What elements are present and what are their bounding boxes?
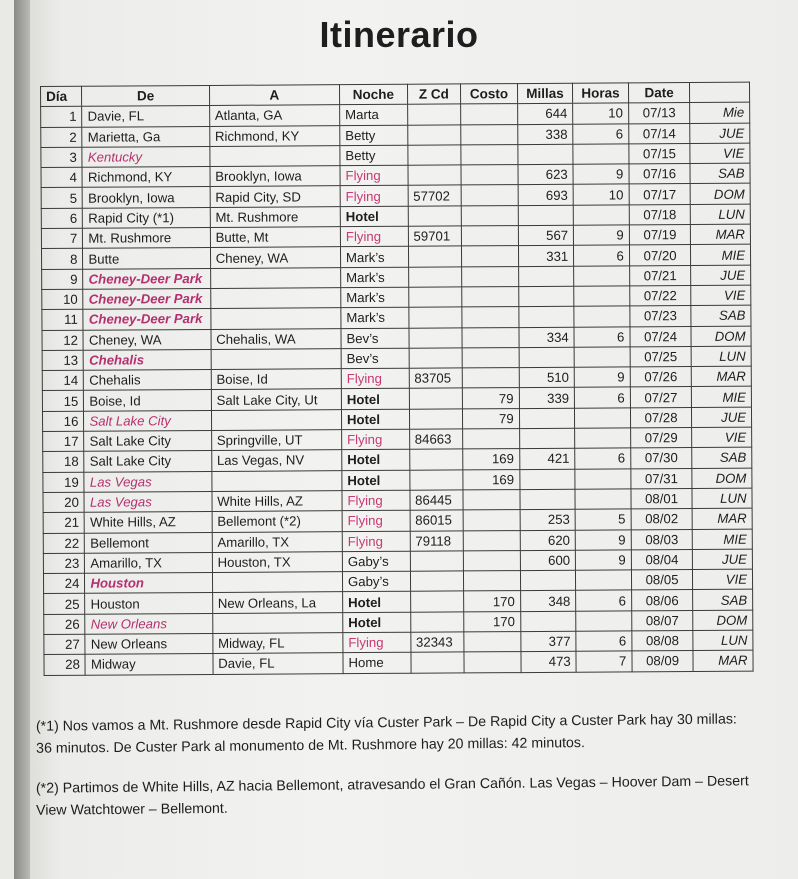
cell-millas: 253 [520, 509, 576, 530]
cell-de: Marietta, Ga [82, 126, 209, 147]
cell-date: 08/09 [632, 651, 694, 672]
cell-horas [573, 205, 629, 226]
cell-de: Richmond, KY [82, 167, 209, 188]
cell-costo [462, 368, 519, 389]
cell-millas: 421 [519, 449, 575, 470]
cell-costo [463, 510, 520, 531]
cell-zcd [410, 591, 464, 612]
cell-horas: 9 [574, 225, 630, 246]
cell-dia: 3 [41, 147, 83, 168]
cell-zcd [410, 551, 464, 572]
cell-a: Davie, FL [213, 653, 343, 674]
cell-zcd [408, 246, 462, 267]
cell-zcd [409, 348, 463, 369]
cell-horas: 9 [575, 529, 631, 550]
cell-costo: 169 [463, 449, 520, 470]
cell-de: Salt Lake City [84, 410, 211, 431]
cell-horas [573, 144, 629, 165]
cell-date: 07/16 [629, 164, 691, 185]
cell-horas: 10 [573, 103, 629, 124]
cell-millas [519, 307, 575, 328]
cell-date: 07/17 [629, 184, 691, 205]
cell-zcd [407, 104, 461, 125]
footnote-1: (*1) Nos vamos a Mt. Rushmore desde Rapid City vía Custer Park – De Rapid City a Custer Park hay 30 millas: 36 minutos. De Custer Park al monumento de Mt. Rushmore hay 20 millas: 42 minutos. [35, 711, 737, 757]
cell-noche: Bev’s [341, 348, 409, 369]
cell-horas [576, 570, 632, 591]
cell-costo [463, 490, 520, 511]
cell-zcd: 57702 [408, 185, 462, 206]
cell-horas: 6 [575, 448, 631, 469]
cell-a: Midway, FL [213, 633, 343, 654]
cell-noche: Betty [340, 145, 408, 166]
cell-a [211, 308, 341, 329]
cell-de: Salt Lake City [84, 451, 211, 472]
cell-millas: 348 [520, 591, 576, 612]
cell-de: Bellemont [85, 532, 212, 553]
cell-dia: 10 [42, 289, 84, 310]
cell-costo [462, 307, 519, 328]
cell-zcd [410, 571, 464, 592]
cell-dia: 24 [43, 573, 85, 594]
cell-millas [518, 286, 574, 307]
cell-millas: 510 [519, 367, 575, 388]
header-noche: Noche [339, 84, 407, 105]
cell-horas [575, 408, 631, 429]
cell-dia: 26 [44, 614, 86, 635]
cell-de: Cheney-Deer Park [83, 288, 210, 309]
cell-weekday: MAR [693, 650, 753, 671]
cell-horas [574, 286, 630, 307]
cell-a: Amarillo, TX [212, 531, 342, 552]
cell-millas: 644 [517, 104, 573, 125]
cell-dia: 1 [41, 107, 83, 128]
cell-date: 07/27 [630, 387, 692, 408]
cell-zcd: 86015 [410, 510, 464, 531]
cell-a [210, 267, 340, 288]
cell-zcd: 86445 [410, 490, 464, 511]
cell-zcd [407, 145, 461, 166]
cell-costo: 170 [464, 611, 521, 632]
cell-zcd [409, 327, 463, 348]
cell-date: 07/29 [630, 428, 692, 449]
cell-weekday: LUN [692, 488, 752, 509]
cell-noche: Betty [340, 125, 408, 146]
cell-noche: Mark’s [341, 267, 409, 288]
cell-costo: 79 [462, 388, 519, 409]
cell-zcd: 32343 [410, 632, 464, 653]
cell-zcd [411, 652, 465, 673]
cell-a: Brooklyn, Iowa [210, 166, 340, 187]
header-a: A [209, 85, 339, 106]
header-date: Date [628, 83, 690, 104]
cell-noche: Flying [342, 429, 410, 450]
cell-dia: 16 [42, 411, 84, 432]
cell-millas [519, 408, 575, 429]
cell-a [212, 470, 342, 491]
cell-zcd [408, 206, 462, 227]
footnote-2: (*2) Partimos de White Hills, AZ hacia Bellemont, atravesando el Gran Cañón. Las Vegas – Hoover Dam – Desert View Watchtower – Bellemont. [35, 773, 749, 819]
cell-millas [519, 347, 575, 368]
cell-de: New Orleans [85, 613, 212, 634]
cell-costo [462, 287, 519, 308]
cell-de: Las Vegas [84, 491, 211, 512]
cell-date: 07/18 [629, 204, 691, 225]
cell-horas [574, 347, 630, 368]
cell-horas [574, 266, 630, 287]
cell-a: Salt Lake City, Ut [211, 389, 341, 410]
cell-zcd [407, 125, 461, 146]
cell-weekday: SAB [692, 448, 752, 469]
header-costo: Costo [461, 84, 518, 105]
cell-dia: 21 [43, 512, 85, 533]
cell-weekday: MIE [691, 245, 751, 266]
cell-de: Boise, Id [84, 390, 211, 411]
cell-date: 08/05 [631, 570, 693, 591]
cell-noche: Hotel [342, 450, 410, 471]
cell-a [211, 409, 341, 430]
cell-a: Chehalis, WA [211, 328, 341, 349]
cell-costo [463, 429, 520, 450]
cell-zcd: 84663 [409, 429, 463, 450]
table-body [41, 102, 753, 675]
cell-zcd: 59701 [408, 226, 462, 247]
cell-noche: Flying [342, 531, 410, 552]
cell-date: 08/07 [631, 610, 693, 631]
cell-weekday: LUN [691, 346, 751, 367]
cell-dia: 20 [43, 492, 85, 513]
cell-millas [520, 469, 576, 490]
cell-a [210, 146, 340, 167]
cell-noche: Flying [343, 632, 411, 653]
cell-weekday: LUN [691, 204, 751, 225]
cell-dia: 8 [41, 249, 83, 270]
cell-noche: Hotel [340, 206, 408, 227]
document-title: Itinerario [319, 14, 479, 55]
cell-a: Cheney, WA [210, 247, 340, 268]
cell-a: Springville, UT [211, 430, 341, 451]
cell-weekday: Mie [690, 102, 750, 123]
cell-de: Brooklyn, Iowa [83, 187, 210, 208]
cell-costo [462, 327, 519, 348]
cell-noche: Flying [340, 165, 408, 186]
cell-costo [461, 226, 518, 247]
cell-noche: Hotel [343, 612, 411, 633]
header-zcd: Z Cd [407, 84, 461, 105]
header-weekday [690, 82, 750, 103]
cell-zcd [408, 165, 462, 186]
cell-dia: 14 [42, 370, 84, 391]
cell-weekday: DOM [693, 610, 753, 631]
cell-de: Salt Lake City [84, 431, 211, 452]
cell-de: Rapid City (*1) [83, 207, 210, 228]
cell-zcd [409, 388, 463, 409]
cell-costo [461, 165, 518, 186]
cell-zcd: 83705 [409, 368, 463, 389]
itinerary-table [40, 82, 754, 676]
cell-weekday: VIE [690, 143, 750, 164]
cell-horas [574, 306, 630, 327]
cell-dia: 28 [44, 655, 86, 676]
cell-de: Chehalis [84, 349, 211, 370]
cell-date: 07/20 [629, 245, 691, 266]
cell-costo: 169 [463, 469, 520, 490]
cell-horas: 6 [574, 326, 630, 347]
cell-date: 08/04 [631, 549, 693, 570]
cell-millas: 338 [517, 124, 573, 145]
cell-date: 07/21 [629, 265, 691, 286]
cell-weekday: JUE [691, 265, 751, 286]
header-dia: Día [41, 86, 83, 107]
cell-dia: 7 [41, 228, 83, 249]
cell-noche: Home [343, 653, 411, 674]
cell-horas: 6 [574, 245, 630, 266]
cell-weekday: VIE [693, 569, 753, 590]
cell-date: 08/08 [632, 631, 694, 652]
cell-a: Richmond, KY [209, 125, 339, 146]
cell-a: Butte, Mt [210, 227, 340, 248]
cell-a [210, 288, 340, 309]
cell-dia: 5 [41, 188, 83, 209]
cell-horas: 9 [574, 367, 630, 388]
cell-dia: 12 [42, 330, 84, 351]
cell-costo [461, 124, 518, 145]
cell-noche: Mark’s [341, 287, 409, 308]
cell-millas [518, 266, 574, 287]
cell-weekday: SAB [690, 163, 750, 184]
cell-noche: Bev’s [341, 328, 409, 349]
cell-de: Cheney-Deer Park [83, 309, 210, 330]
cell-a: Rapid City, SD [210, 186, 340, 207]
cell-costo [462, 347, 519, 368]
cell-millas [520, 611, 576, 632]
cell-date: 08/06 [631, 590, 693, 611]
cell-costo [461, 144, 518, 165]
cell-dia: 19 [43, 472, 85, 493]
cell-dia: 17 [43, 431, 85, 452]
header-millas: Millas [517, 83, 573, 104]
cell-weekday: JUE [693, 549, 753, 570]
cell-horas: 10 [573, 184, 629, 205]
cell-date: 07/31 [631, 468, 693, 489]
cell-zcd [410, 612, 464, 633]
cell-weekday: MIE [693, 529, 753, 550]
cell-a [211, 349, 341, 370]
cell-horas: 5 [575, 509, 631, 530]
cell-costo [464, 632, 521, 653]
cell-a: Mt. Rushmore [210, 206, 340, 227]
cell-millas: 339 [519, 388, 575, 409]
cell-date: 07/19 [629, 225, 691, 246]
cell-millas [518, 205, 574, 226]
cell-costo [461, 104, 518, 125]
cell-millas: 331 [518, 246, 574, 267]
cell-millas: 334 [519, 327, 575, 348]
cell-dia: 9 [42, 269, 84, 290]
cell-horas [575, 489, 631, 510]
cell-costo [462, 266, 519, 287]
cell-dia: 27 [44, 634, 86, 655]
cell-date: 07/22 [629, 285, 691, 306]
cell-de: Mt. Rushmore [83, 228, 210, 249]
cell-de: White Hills, AZ [85, 512, 212, 533]
cell-de: Davie, FL [82, 106, 209, 127]
cell-weekday: MIE [692, 387, 752, 408]
cell-a [212, 612, 342, 633]
cell-weekday: JUE [692, 407, 752, 428]
cell-date: 07/26 [630, 367, 692, 388]
cell-weekday: DOM [692, 468, 752, 489]
cell-costo [462, 246, 519, 267]
header-de: De [82, 85, 209, 106]
cell-date: 07/15 [629, 143, 691, 164]
table-row [44, 650, 753, 675]
cell-costo [461, 205, 518, 226]
cell-zcd [408, 287, 462, 308]
cell-zcd [408, 267, 462, 288]
cell-noche: Hotel [341, 409, 409, 430]
cell-noche: Flying [340, 226, 408, 247]
cell-millas [519, 428, 575, 449]
cell-de: Las Vegas [84, 471, 211, 492]
cell-de: Amarillo, TX [85, 552, 212, 573]
cell-weekday: SAB [693, 590, 753, 611]
cell-de: New Orleans [85, 633, 212, 654]
cell-a: White Hills, AZ [212, 491, 342, 512]
cell-horas [576, 611, 632, 632]
cell-millas: 600 [520, 550, 576, 571]
cell-zcd [409, 470, 463, 491]
cell-a [212, 572, 342, 593]
cell-dia: 15 [42, 391, 84, 412]
cell-a: Las Vegas, NV [211, 450, 341, 471]
cell-noche: Gaby’s [342, 551, 410, 572]
cell-date: 07/25 [630, 346, 692, 367]
cell-noche: Gaby’s [342, 571, 410, 592]
cell-date: 07/13 [628, 103, 690, 124]
cell-a: Boise, Id [211, 369, 341, 390]
cell-weekday: SAB [691, 305, 751, 326]
cell-a: New Orleans, La [212, 592, 342, 613]
page-edge-shadow [14, 0, 30, 879]
cell-costo [461, 185, 518, 206]
cell-millas: 693 [518, 185, 574, 206]
cell-millas [520, 570, 576, 591]
cell-noche: Mark’s [340, 247, 408, 268]
cell-dia: 2 [41, 127, 83, 148]
cell-millas: 620 [520, 530, 576, 551]
cell-noche: Mark’s [341, 308, 409, 329]
cell-millas: 377 [520, 631, 576, 652]
cell-millas [520, 489, 576, 510]
cell-a: Houston, TX [212, 551, 342, 572]
cell-de: Butte [83, 248, 210, 269]
cell-noche: Marta [340, 105, 408, 126]
cell-weekday: JUE [690, 123, 750, 144]
cell-date: 08/01 [631, 488, 693, 509]
cell-dia: 11 [42, 310, 84, 331]
cell-de: Midway [85, 654, 212, 675]
cell-dia: 6 [41, 208, 83, 229]
cell-de: Kentucky [82, 146, 209, 167]
cell-date: 08/03 [631, 529, 693, 550]
cell-costo [464, 571, 521, 592]
cell-noche: Hotel [341, 389, 409, 410]
cell-costo [463, 550, 520, 571]
cell-date: 07/28 [630, 407, 692, 428]
cell-de: Houston [85, 573, 212, 594]
cell-horas: 6 [576, 631, 632, 652]
cell-weekday: DOM [691, 326, 751, 347]
cell-noche: Flying [342, 490, 410, 511]
cell-date: 07/30 [630, 448, 692, 469]
header-horas: Horas [573, 83, 629, 104]
cell-de: Chehalis [84, 370, 211, 391]
cell-dia: 25 [44, 594, 86, 615]
cell-millas [518, 144, 574, 165]
cell-horas: 6 [575, 387, 631, 408]
cell-noche: Hotel [342, 470, 410, 491]
cell-dia: 23 [43, 553, 85, 574]
cell-weekday: VIE [692, 427, 752, 448]
cell-date: 07/14 [628, 123, 690, 144]
cell-zcd [408, 307, 462, 328]
cell-dia: 4 [41, 167, 83, 188]
cell-date: 08/02 [631, 509, 693, 530]
cell-costo: 170 [464, 591, 521, 612]
cell-dia: 13 [42, 350, 84, 371]
cell-date: 07/24 [630, 326, 692, 347]
cell-noche: Flying [340, 186, 408, 207]
cell-weekday: LUN [693, 630, 753, 651]
cell-horas: 7 [576, 651, 632, 672]
cell-de: Houston [85, 593, 212, 614]
cell-horas: 9 [573, 164, 629, 185]
cell-horas: 9 [576, 550, 632, 571]
cell-de: Cheney-Deer Park [83, 268, 210, 289]
cell-horas [575, 469, 631, 490]
cell-weekday: MAR [692, 508, 752, 529]
cell-zcd [409, 449, 463, 470]
cell-dia: 22 [43, 533, 85, 554]
cell-millas: 567 [518, 225, 574, 246]
cell-horas [575, 428, 631, 449]
cell-zcd [409, 409, 463, 430]
cell-noche: Flying [341, 368, 409, 389]
cell-costo [464, 652, 521, 673]
cell-millas: 473 [521, 652, 577, 673]
cell-costo [463, 530, 520, 551]
cell-noche: Hotel [343, 592, 411, 613]
cell-horas: 6 [576, 590, 632, 611]
cell-weekday: MAR [692, 366, 752, 387]
cell-noche: Flying [342, 510, 410, 531]
cell-weekday: DOM [690, 184, 750, 205]
cell-zcd: 79118 [410, 530, 464, 551]
cell-a: Atlanta, GA [209, 105, 339, 126]
cell-weekday: VIE [691, 285, 751, 306]
cell-date: 07/23 [630, 306, 692, 327]
cell-horas: 6 [573, 123, 629, 144]
cell-de: Cheney, WA [83, 329, 210, 350]
cell-millas: 623 [518, 164, 574, 185]
cell-dia: 18 [43, 452, 85, 473]
cell-costo: 79 [463, 408, 520, 429]
cell-a: Bellemont (*2) [212, 511, 342, 532]
cell-weekday: MAR [691, 224, 751, 245]
